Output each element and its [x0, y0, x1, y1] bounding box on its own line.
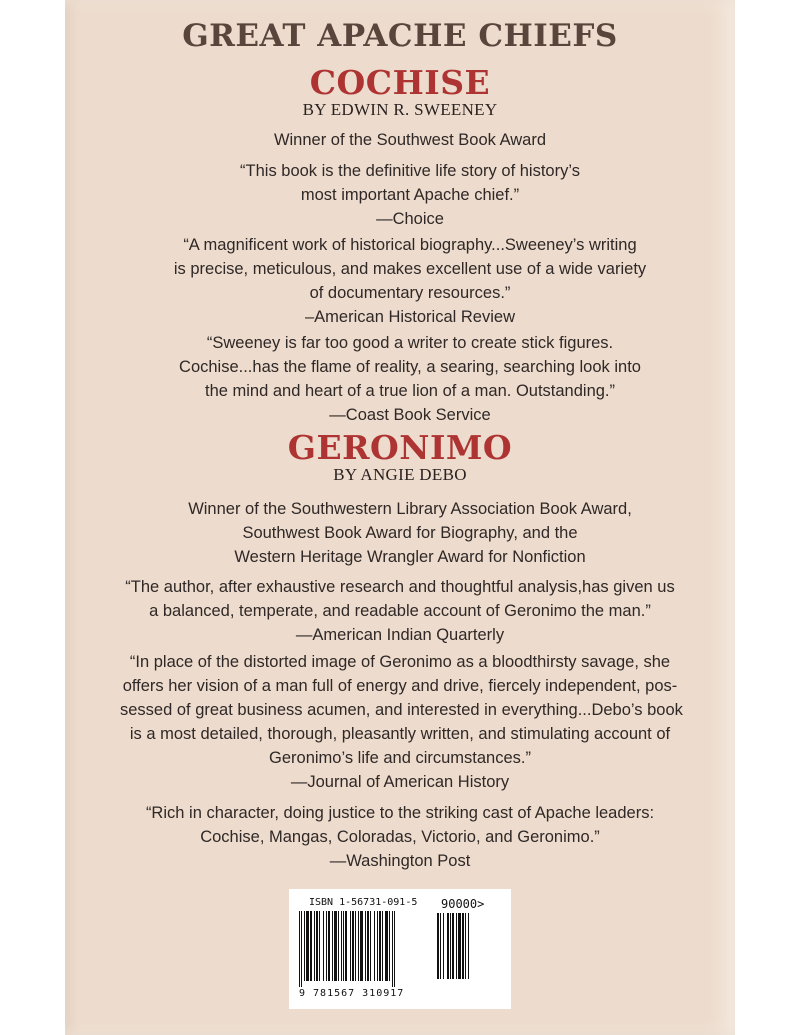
quote-attribution: —Washington Post — [329, 852, 471, 870]
quote-line: Geronimo’s life and circumstances.” — [269, 749, 531, 767]
quote-line: “In place of the distorted image of Geronimo as a bloodthirsty savage, she — [129, 653, 671, 671]
quote-attribution: –American Historical Review — [305, 308, 515, 326]
award-line: Winner of the Southwest Book Award — [273, 131, 547, 149]
quote-line: sessed of great business acumen, and interested in everything...Debo’s book — [120, 701, 683, 719]
geronimo-awards — [140, 497, 680, 569]
quote-line: is precise, meticulous, and makes excellent use of a wide variety — [173, 260, 647, 278]
barcode-digits: 9 781567 310917 — [299, 988, 405, 999]
cochise-quote-coast — [140, 331, 680, 427]
quote-line: “Sweeney is far too good a writer to create stick figures. — [206, 334, 614, 352]
quote-line: “Rich in character, doing justice to the striking cast of Apache leaders: — [145, 804, 655, 822]
isbn-label: ISBN 1-56731-091-5 — [309, 897, 418, 908]
quote-line: “A magnificent work of historical biography...Sweeney’s writing — [183, 236, 637, 254]
cochise-award — [140, 128, 680, 152]
quote-attribution: —Journal of American History — [290, 773, 510, 791]
ean-barcode — [299, 911, 434, 987]
isbn-barcode-box — [289, 889, 511, 1009]
quote-line: most important Apache chief.” — [300, 186, 520, 204]
cochise-author: BY EDWIN R. SWEENEY — [302, 100, 498, 119]
geronimo-quote-jah — [120, 650, 683, 794]
quote-attribution: —American Indian Quarterly — [295, 626, 505, 644]
geronimo-author: BY ANGIE DEBO — [333, 465, 467, 484]
geronimo-quote-aiq — [120, 575, 680, 647]
quote-line: a balanced, temperate, and readable account of Geronimo the man.” — [149, 602, 651, 620]
cochise-title: COCHISE — [309, 63, 491, 102]
series-title: GREAT APACHE CHIEFS — [182, 18, 618, 54]
award-line: Western Heritage Wrangler Award for Nonfiction — [234, 548, 586, 566]
quote-line: Cochise, Mangas, Coloradas, Victorio, and Geronimo.” — [200, 828, 600, 846]
cochise-quote-choice — [140, 159, 680, 231]
addon-barcode — [437, 913, 499, 979]
quote-line: Cochise...has the flame of reality, a searing, searching look into — [179, 358, 641, 376]
geronimo-quote-wp — [120, 801, 680, 873]
award-line: Winner of the Southwestern Library Association Book Award, — [188, 500, 632, 518]
quote-line: offers her vision of a man full of energy and drive, fiercely independent, pos- — [122, 677, 678, 695]
award-line: Southwest Book Award for Biography, and the — [242, 524, 578, 542]
quote-attribution: —Choice — [376, 210, 444, 228]
cochise-quote-ahr — [140, 233, 680, 329]
quote-line: the mind and heart of a true lion of a man. Outstanding.” — [205, 382, 615, 400]
quote-line: of documentary resources.” — [309, 284, 511, 302]
quote-attribution: —Coast Book Service — [329, 406, 491, 424]
quote-line: “The author, after exhaustive research and thoughtful analysis,has given us — [125, 578, 675, 596]
quote-line: is a most detailed, thorough, pleasantly written, and stimulating account of — [129, 725, 671, 743]
quote-line: “This book is the definitive life story of history’s — [240, 162, 580, 180]
price-code: 90000> — [441, 897, 485, 911]
geronimo-title: GERONIMO — [287, 428, 513, 467]
